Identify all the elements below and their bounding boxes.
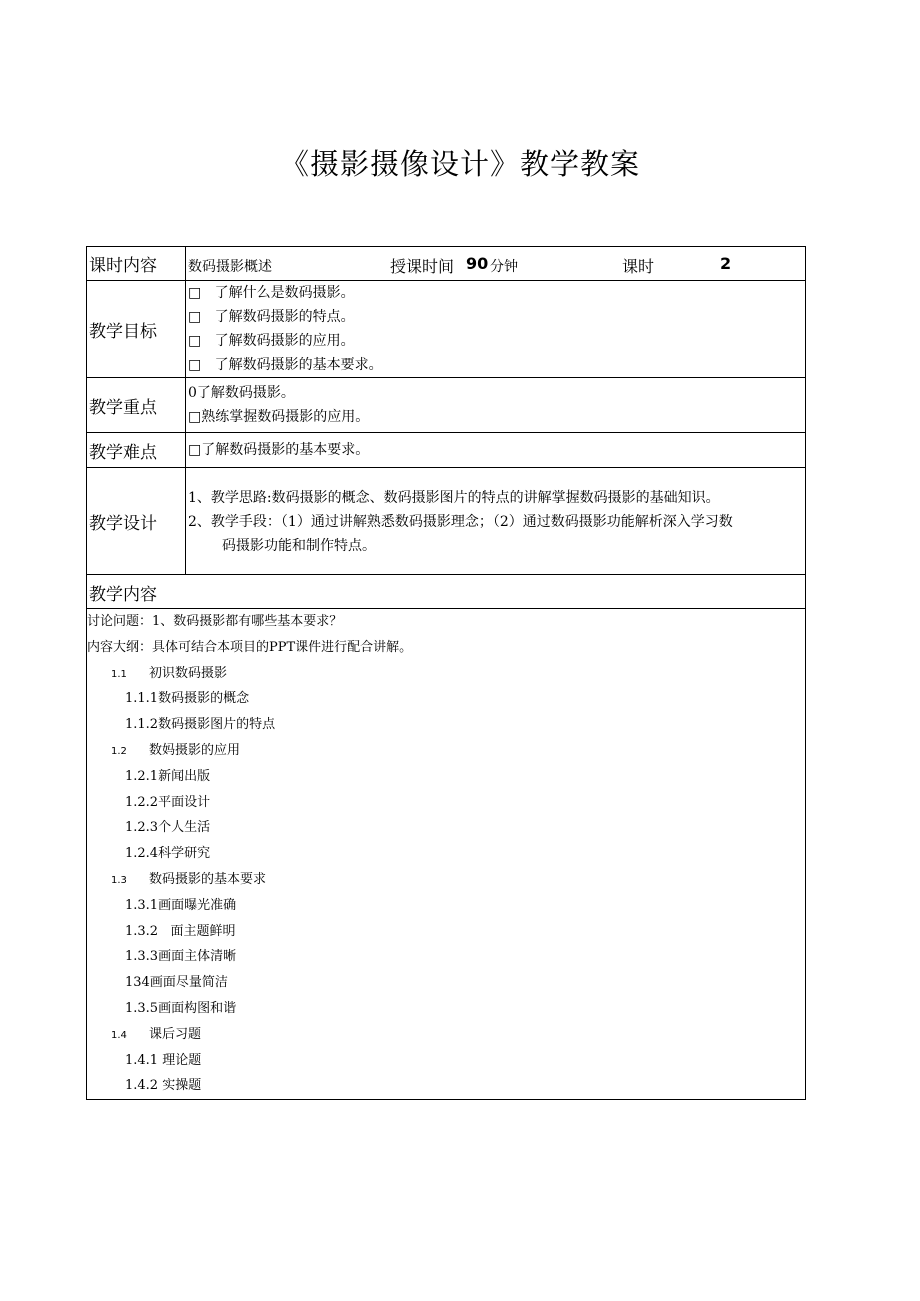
outline-subsection: 1.2.3个人生活 — [125, 820, 211, 836]
outline-section — [87, 1022, 805, 1048]
design-content — [186, 468, 806, 575]
outline-subsection: 1.3.5画面构图和谐 — [125, 1000, 237, 1016]
key-points-content — [186, 378, 806, 433]
section-title: 数妈摄影的应用 — [149, 742, 241, 758]
hours-label: 课时 — [622, 257, 655, 276]
outline-subsection: 1.3.2 面主题鲜明 — [125, 923, 236, 939]
content-outline — [87, 609, 806, 1100]
content-title-cell — [87, 575, 806, 609]
lesson-plan-table — [86, 246, 806, 1100]
difficulties-label: 教学难点 — [87, 433, 186, 468]
time-unit: 分钟 — [490, 259, 518, 275]
course-row — [87, 247, 806, 281]
content-label: 教学内容 — [89, 585, 157, 605]
design-label: 教学设计 — [87, 468, 186, 575]
document-title: 《摄影摄像设计》教学教案 — [279, 147, 640, 181]
course-label: 课时内容 — [87, 247, 186, 281]
key-points-row — [87, 378, 806, 433]
outline-subsection: 1.1.2数码摄影图片的特点 — [125, 717, 276, 733]
section-title: 初识数码摄影 — [149, 665, 228, 681]
section-title: 课后习题 — [149, 1026, 202, 1042]
objectives-row — [87, 281, 806, 378]
objective-item: □ 了解数码摄影的应用。 — [188, 333, 355, 349]
outline-subsection: 1.2.2平面设计 — [125, 794, 211, 810]
key-point-item: □熟练掌握数码摄影的应用。 — [188, 409, 370, 425]
outline-section — [87, 867, 805, 893]
objective-item: □ 了解数码摄影的基本要求。 — [188, 357, 383, 373]
difficulty-item: □了解数码摄影的基本要求。 — [188, 442, 370, 458]
discussion-question: 讨论问题：1、数码摄影都有哪些基本要求？ — [87, 614, 343, 629]
design-line-1: 1、教学思路:数码摄影的概念、数码摄影图片的特点的讲解掌握数码摄影的基础知识。 — [188, 490, 720, 506]
outline-section — [87, 661, 805, 687]
outline-subsection: 1.2.4科学研究 — [125, 846, 211, 862]
outline-subsection: 134画面尽量简洁 — [125, 975, 228, 991]
key-points-label: 教学重点 — [87, 378, 186, 433]
key-point-item: 0了解数码摄影。 — [188, 385, 295, 401]
design-line-2: 2、教学手段：（1）通过讲解熟悉数码摄影理念；（2）通过数码摄影功能解析深入学习数 — [188, 514, 733, 530]
content-title-row — [87, 575, 806, 609]
outline-subsection: 1.1.1数码摄影的概念 — [125, 691, 250, 707]
course-content — [186, 247, 806, 281]
outline-intro: 内容大纲：具体可结合本项目的PPT课件进行配合讲解。 — [87, 639, 413, 655]
content-body-row — [87, 609, 806, 1100]
outline-subsection: 1.3.1画面曝光准确 — [125, 897, 237, 913]
objectives-content — [186, 281, 806, 378]
section-number: 1.2 — [111, 745, 127, 757]
design-row — [87, 468, 806, 575]
objective-item: □ 了解什么是数码摄影。 — [188, 285, 355, 301]
outline-subsection: 1.3.3画面主体清晰 — [125, 949, 237, 965]
time-value: 90 — [466, 254, 489, 273]
section-title: 数码摄影的基本要求 — [149, 871, 267, 887]
difficulties-row — [87, 433, 806, 468]
objective-item: □ 了解数码摄影的特点。 — [188, 309, 355, 325]
outline-subsection: 1.2.1新闻出版 — [125, 768, 211, 784]
objectives-label: 教学目标 — [87, 281, 186, 378]
section-number: 1.4 — [111, 1029, 127, 1041]
design-line-3: 码摄影功能和制作特点。 — [222, 538, 376, 554]
time-label: 授课时间 — [390, 257, 455, 276]
outline-subsection: 1.4.1 理论题 — [125, 1052, 202, 1068]
hours-value: 2 — [720, 254, 732, 273]
outline-subsection: 1.4.2 实操题 — [125, 1078, 202, 1094]
outline-section — [87, 738, 805, 764]
section-number: 1.1 — [111, 668, 127, 680]
section-number: 1.3 — [111, 874, 127, 886]
course-topic: 数码摄影概述 — [188, 259, 272, 275]
difficulties-content — [186, 433, 806, 468]
